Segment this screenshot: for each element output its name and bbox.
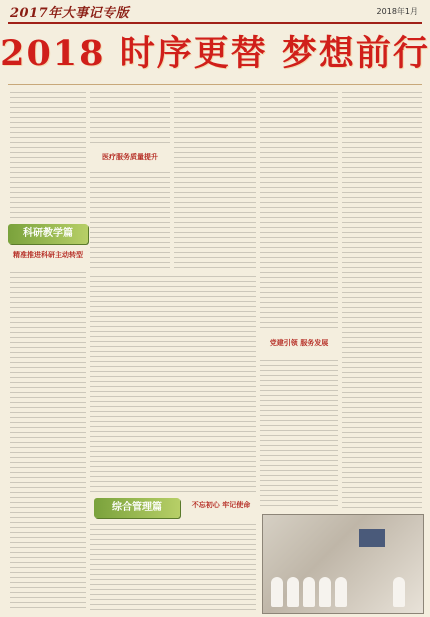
staff-photo bbox=[262, 514, 424, 614]
header-rule bbox=[8, 22, 422, 24]
column-2-text bbox=[90, 92, 170, 146]
column-4-text bbox=[260, 92, 338, 332]
middle-lower-text bbox=[90, 276, 256, 494]
main-headline: 2018 时序更替 梦想前行 bbox=[0, 33, 430, 74]
column-4 bbox=[260, 92, 338, 512]
photo-screen bbox=[359, 529, 385, 547]
column-4-body bbox=[260, 360, 338, 510]
column-1-text bbox=[10, 92, 86, 220]
header-date: 2018年1月 bbox=[376, 7, 418, 16]
middle-bottom-text bbox=[90, 524, 256, 612]
column-1-subhead: 精准推进科研主动转型 bbox=[13, 250, 83, 259]
integrated-section-banner: 综合管理篇 bbox=[94, 498, 180, 518]
column-2-body bbox=[90, 172, 170, 272]
photo-figure bbox=[393, 577, 405, 607]
column-1 bbox=[10, 92, 86, 612]
photo-figure bbox=[335, 577, 347, 607]
column-1-body bbox=[10, 272, 86, 612]
column-2 bbox=[90, 92, 170, 272]
column-5-text bbox=[342, 92, 422, 512]
column-3 bbox=[174, 92, 256, 272]
photo-figure bbox=[319, 577, 331, 607]
column-2-subhead: 医疗服务质量提升 bbox=[102, 152, 158, 161]
photo-figure bbox=[271, 577, 283, 607]
photo-figure bbox=[303, 577, 315, 607]
header-title: 2017年大事记专版 bbox=[10, 6, 130, 21]
headline-rule bbox=[8, 84, 422, 85]
column-5 bbox=[342, 92, 422, 512]
research-section-banner: 科研教学篇 bbox=[8, 224, 88, 244]
photo-figure bbox=[287, 577, 299, 607]
column-4-subhead: 党建引领 服务发展 bbox=[269, 338, 329, 347]
middle-subhead: 不忘初心 牢记使命 bbox=[191, 500, 251, 509]
column-3-text bbox=[174, 92, 256, 272]
